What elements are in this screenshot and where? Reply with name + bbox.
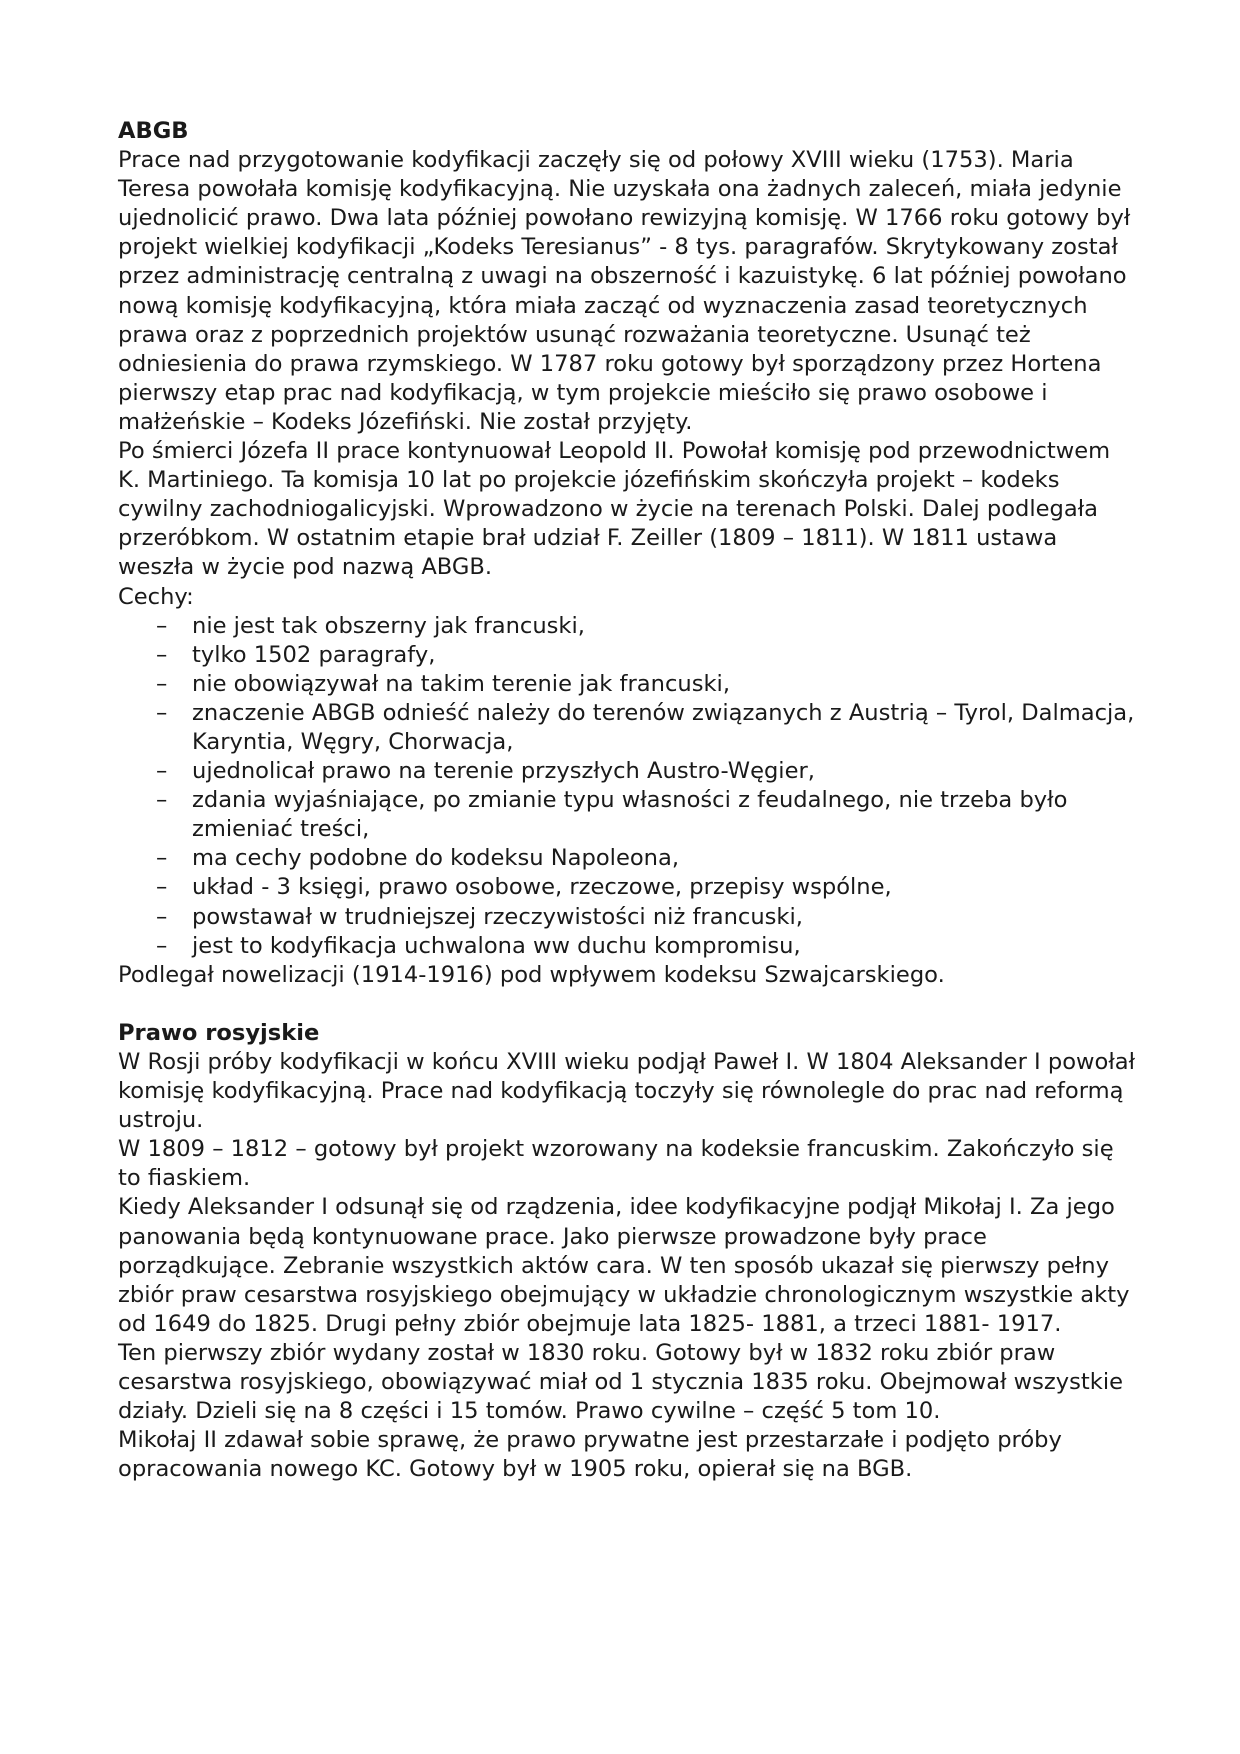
features-list: [118, 612, 1138, 961]
bullet-dash: –: [156, 874, 168, 901]
list-item-text: jest to kodyfikacja uchwalona ww duchu kompromisu,: [192, 932, 801, 959]
section-heading: ABGB: [118, 118, 189, 144]
bullet-dash: –: [156, 699, 168, 726]
list-item: [156, 612, 1138, 641]
list-item: [156, 844, 1138, 873]
paragraph: Ten pierwszy zbiór wydany został w 1830 roku. Gotowy był w 1832 roku zbiór praw cesarstwa rosyjskiego, obowiązywać miał od 1 stycznia 1835 roku. Obejmował wszystkie działy. Dzieli się na 8 części i 15 tomów. Prawo cywilne – część 5 tom 10.: [118, 1339, 1124, 1425]
list-item: [156, 932, 1138, 961]
list-item-text: powstawał w trudniejszej rzeczywistości niż francuski,: [192, 903, 803, 930]
list-item-text: nie obowiązywał na takim terenie jak francuski,: [192, 670, 731, 697]
list-item-text: nie jest tak obszerny jak francuski,: [192, 612, 585, 639]
list-item: [156, 757, 1138, 786]
bullet-dash: –: [156, 612, 168, 639]
paragraph: Prace nad przygotowanie kodyfikacji zaczęły się od połowy XVIII wieku (1753). Maria Teresa powołała komisję kodyfikacyjną. Nie uzyskała ona żadnych zaleceń, miała jedynie ujednolicić prawo. Dwa lata później powołano rewizyjną komisję. W 1766 roku gotowy był projekt wielkiej kodyfikacji „Kodeks Teresianus” - 8 tys. paragrafów. Skrytykowany został przez administrację centralną z uwagi na obszerność i kazuistykę. 6 lat później powołano nową komisję kodyfikacyjną, która miała zacząć od wyznaczenia zasad teoretycznych prawa oraz z poprzednich projektów usunąć rozważania teoretyczne. Usunąć też odniesienia do prawa rzymskiego. W 1787 roku gotowy był sporządzony przez Hortena pierwszy etap prac nad kodyfikacją, w tym projekcie mieściło się prawo osobowe i małżeńskie – Kodeks Józefiński. Nie został przyjęty.: [118, 147, 1131, 435]
list-item: [156, 641, 1138, 670]
list-item-text: ma cechy podobne do kodeksu Napoleona,: [192, 845, 680, 872]
list-item: [156, 786, 1138, 844]
bullet-dash: –: [156, 845, 168, 872]
section-spacer: [118, 990, 1138, 1019]
bullet-dash: –: [156, 903, 168, 930]
list-item-text: znaczenie ABGB odnieść należy do terenów związanych z Austrią – Tyrol, Dalmacja, Karyntia, Węgry, Chorwacja,: [192, 699, 1135, 755]
closing-paragraph: Podlegał nowelizacji (1914-1916) pod wpływem kodeksu Szwajcarskiego.: [118, 961, 945, 988]
list-item-text: zdania wyjaśniające, po zmianie typu własności z feudalnego, nie trzeba było zmieniać treści,: [192, 787, 1068, 843]
bullet-dash: –: [156, 758, 168, 785]
bullet-dash: –: [156, 932, 168, 959]
document-page: [118, 117, 1138, 1484]
list-item: [156, 903, 1138, 932]
list-item-text: układ - 3 księgi, prawo osobowe, rzeczowe, przepisy wspólne,: [192, 874, 892, 901]
bullet-dash: –: [156, 670, 168, 697]
section-heading: Prawo rosyjskie: [118, 1019, 320, 1046]
list-item: [156, 670, 1138, 699]
list-item: [156, 699, 1138, 757]
bullet-dash: –: [156, 641, 168, 668]
paragraph: Po śmierci Józefa II prace kontynuował Leopold II. Powołał komisję pod przewodnictwem K. Martiniego. Ta komisja 10 lat po projekcie józefińskim skończyła projekt – kodeks cywilny zachodniogalicyjski. Wprowadzono w życie na terenach Polski. Dalej podlegała przeróbkom. W ostatnim etapie brał udział F. Zeiller (1809 – 1811). W 1811 ustawa weszła w życie pod nazwą ABGB.: [118, 438, 1111, 581]
list-item: [156, 873, 1138, 902]
bullet-dash: –: [156, 787, 168, 814]
paragraph: Kiedy Aleksander I odsunął się od rządzenia, idee kodyfikacyjne podjął Mikołaj I. Za jego panowania będą kontynuowane prace. Jako pierwsze prowadzone były prace porządkujące. Zebranie wszystkich aktów cara. W ten sposób ukazał się pierwszy pełny zbiór praw cesarstwa rosyjskiego obejmujący w układzie chronologicznym wszystkie akty od 1649 do 1825. Drugi pełny zbiór obejmuje lata 1825- 1881, a trzeci 1881- 1917.: [118, 1194, 1130, 1337]
features-label: Cechy:: [118, 583, 194, 610]
list-item-text: tylko 1502 paragrafy,: [192, 641, 436, 668]
paragraph: Mikołaj II zdawał sobie sprawę, że prawo prywatne jest przestarzałe i podjęto próby opracowania nowego KC. Gotowy był w 1905 roku, opierał się na BGB.: [118, 1427, 1062, 1483]
paragraph: W 1809 – 1812 – gotowy był projekt wzorowany na kodeksie francuskim. Zakończyło się to fiaskiem.: [118, 1136, 1114, 1192]
section-prawo-rosyjskie: [118, 1019, 1138, 1485]
list-item-text: ujednolicał prawo na terenie przyszłych Austro-Węgier,: [192, 758, 815, 785]
paragraph: W Rosji próby kodyfikacji w końcu XVIII wieku podjął Paweł I. W 1804 Aleksander I powołał komisję kodyfikacyjną. Prace nad kodyfikacją toczyły się równolegle do prac nad reformą ustroju.: [118, 1049, 1136, 1134]
section-abgb: [118, 117, 1138, 990]
